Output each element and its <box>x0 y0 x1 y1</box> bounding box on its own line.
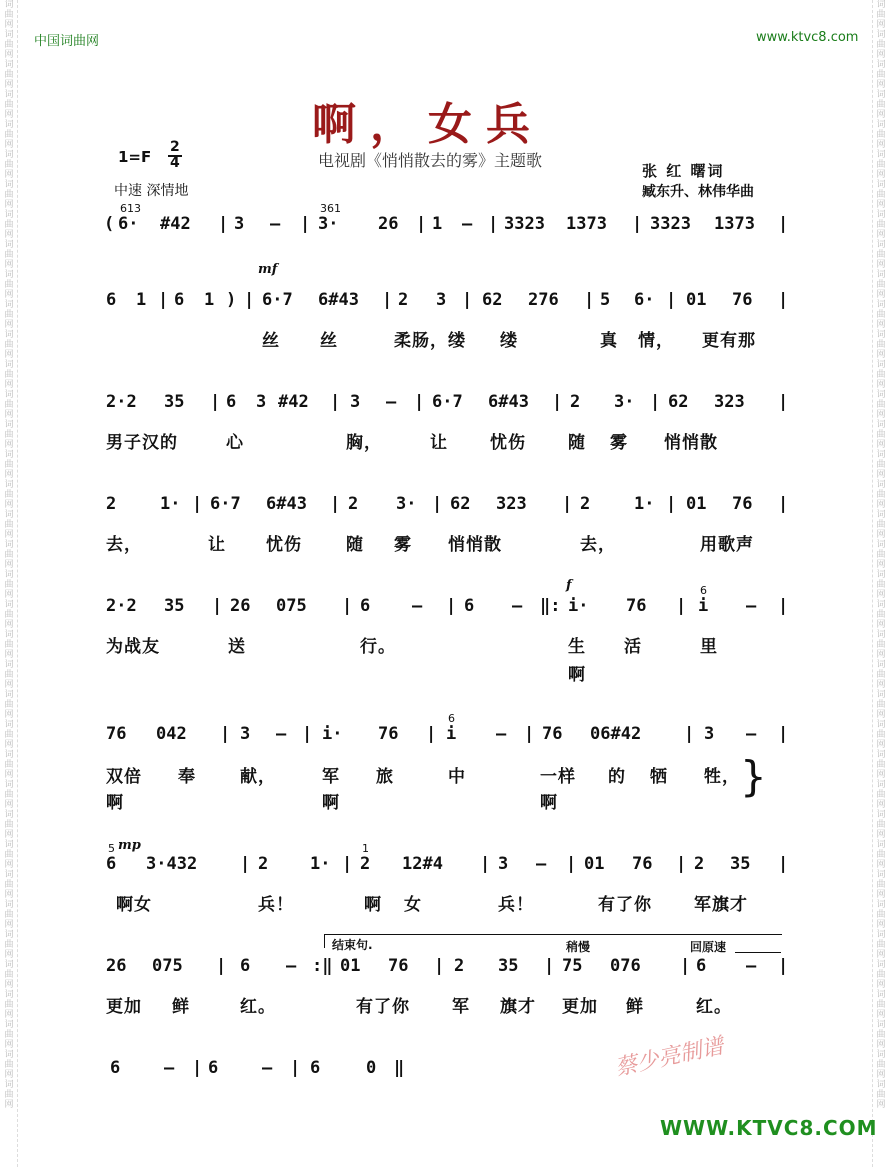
note-token: 26 <box>106 956 127 976</box>
note-token: | <box>330 494 341 514</box>
note-token: 3 <box>704 724 715 744</box>
lyric-word: 情， <box>638 331 674 351</box>
note-token: 6 <box>696 956 707 976</box>
note-token: 0 <box>366 1058 377 1078</box>
time-signature-numerator: 2 <box>170 139 180 155</box>
note-token: :‖ <box>312 956 333 976</box>
note-token: – <box>746 596 757 616</box>
note-token: – <box>536 854 547 874</box>
lyric-word: 牺 <box>650 767 668 787</box>
note-token: | <box>684 724 695 744</box>
note-token: 323 <box>496 494 527 514</box>
note-token: | <box>192 494 203 514</box>
note-token: | <box>300 214 311 234</box>
note-token: | <box>676 596 687 616</box>
site-url-right: www.ktvc8.com <box>756 30 859 45</box>
lyric-word: 有了你 <box>598 895 652 915</box>
lyric-word: 一样 <box>540 767 576 787</box>
note-token: | <box>290 1058 301 1078</box>
note-token: | <box>680 956 691 976</box>
note-token: | <box>244 290 255 310</box>
note-token: 276 <box>528 290 559 310</box>
lyric-word: 更加 <box>106 997 142 1017</box>
composer-credit: 臧东升、林伟华曲 <box>642 184 754 200</box>
note-token: | <box>562 494 573 514</box>
note-token: 042 <box>156 724 187 744</box>
lyric-word: 让 <box>430 433 448 453</box>
lyric-word: 去， <box>580 535 616 555</box>
note-token: | <box>240 854 251 874</box>
note-token: 2 <box>694 854 705 874</box>
note-token: 1 <box>136 290 147 310</box>
note-token: 2 <box>570 392 581 412</box>
note-token: | <box>414 392 425 412</box>
note-token: 3· <box>396 494 417 514</box>
note-token: | <box>212 596 223 616</box>
note-token: | <box>330 392 341 412</box>
lyric-word: 军旗才 <box>694 895 748 915</box>
grace-note: 5 <box>108 842 115 855</box>
lyric-word: 啊 <box>322 793 340 813</box>
note-token: 35 <box>164 596 185 616</box>
lyric-word: 啊 <box>106 793 124 813</box>
note-token: | <box>218 214 229 234</box>
note-token: 1 <box>432 214 443 234</box>
note-token: | <box>462 290 473 310</box>
note-token: 6·7 <box>210 494 241 514</box>
note-token: 6 <box>240 956 251 976</box>
lyric-word: 悄悄散 <box>664 433 718 453</box>
a-tempo-line <box>735 952 781 953</box>
ending-label: 结束句. <box>332 938 373 952</box>
note-token: 76 <box>542 724 563 744</box>
note-token: 2 <box>398 290 409 310</box>
lyric-word: 送 <box>228 637 246 657</box>
lyric-word: 丝 <box>320 331 338 351</box>
lyric-word: 缕 <box>500 331 518 351</box>
note-token: | <box>778 956 789 976</box>
note-token: 5 <box>600 290 611 310</box>
note-token: | <box>524 724 535 744</box>
note-token: 76 <box>732 494 753 514</box>
note-token: 1· <box>160 494 181 514</box>
note-token: 76 <box>632 854 653 874</box>
note-token: 2 <box>454 956 465 976</box>
time-signature-denominator: 4 <box>170 155 180 171</box>
note-token: i <box>698 596 709 616</box>
note-token: 75 <box>562 956 583 976</box>
note-token: | <box>666 290 677 310</box>
note-token: 3· <box>318 214 339 234</box>
lyric-word: 有了你 <box>356 997 410 1017</box>
note-token: – <box>412 596 423 616</box>
note-token: | <box>778 854 789 874</box>
note-token: 6 <box>106 290 117 310</box>
note-token: 3 <box>240 724 251 744</box>
lyric-word: 男子汉的 <box>106 433 178 453</box>
note-token: 3 <box>234 214 245 234</box>
note-token: 076 <box>610 956 641 976</box>
dynamic-mp: mp <box>118 838 141 853</box>
lyric-word: 真 <box>600 331 618 351</box>
lyric-word: 心 <box>226 433 244 453</box>
note-token: 1373 <box>566 214 607 234</box>
left-edge-watermark: 词曲网词曲网词曲网词曲网词曲网词曲网词曲网词曲网词曲网词曲网词曲网词曲网词曲网词曲网词曲网词曲网词曲网词曲网词曲网词曲网词曲网词曲网词曲网词曲网词曲网词曲网词曲网词曲网词曲网词曲网词曲网词曲网词曲网词曲网词曲网词曲网词曲网 <box>1 0 18 1167</box>
lyric-word: 女 <box>404 895 422 915</box>
note-token: 3 <box>256 392 267 412</box>
note-token: – <box>512 596 523 616</box>
lyric-word: 啊 <box>540 793 558 813</box>
note-token: | <box>158 290 169 310</box>
note-token: 62 <box>450 494 471 514</box>
lyric-word: 旗才 <box>500 997 536 1017</box>
lyric-word: 军 <box>322 767 340 787</box>
note-token: | <box>342 596 353 616</box>
slower-marking: 稍慢 <box>566 940 591 954</box>
note-token: 6· <box>634 290 655 310</box>
note-token: | <box>416 214 427 234</box>
song-title: 啊，女兵 <box>312 99 544 150</box>
note-token: 2 <box>106 494 117 514</box>
note-token: | <box>302 724 313 744</box>
note-token: 3323 <box>504 214 545 234</box>
note-token: 62 <box>668 392 689 412</box>
note-token: – <box>276 724 287 744</box>
note-token: – <box>496 724 507 744</box>
note-token: 6 <box>226 392 237 412</box>
lyric-word: 奉 <box>178 767 196 787</box>
lyric-word: 柔肠，缕 <box>394 331 466 351</box>
note-token: i· <box>568 596 589 616</box>
grace-note: 613 <box>120 202 141 215</box>
lyric-word: 啊 <box>568 665 586 685</box>
lyric-word: 随 <box>568 433 586 453</box>
ending-bracket-line <box>324 934 782 935</box>
right-edge-watermark: 词曲网词曲网词曲网词曲网词曲网词曲网词曲网词曲网词曲网词曲网词曲网词曲网词曲网词曲网词曲网词曲网词曲网词曲网词曲网词曲网词曲网词曲网词曲网词曲网词曲网词曲网词曲网词曲网词曲网词曲网词曲网词曲网词曲网词曲网词曲网词曲网词曲网 <box>872 0 889 1167</box>
note-token: 6#43 <box>318 290 359 310</box>
lyric-word: 红。 <box>696 997 732 1017</box>
arranger-watermark: 蔡少亮制谱 <box>613 1033 726 1082</box>
site-name-left: 中国词曲网 <box>34 34 100 49</box>
note-token: 6 <box>110 1058 121 1078</box>
note-token: 35 <box>498 956 519 976</box>
note-token: | <box>432 494 443 514</box>
lyric-word: 鲜 <box>172 997 190 1017</box>
note-token: 26 <box>230 596 251 616</box>
note-token: 01 <box>686 290 707 310</box>
lyric-word: 兵！ <box>498 895 534 915</box>
note-token: 2 <box>580 494 591 514</box>
note-token: i· <box>322 724 343 744</box>
key-signature: 1=F <box>118 148 152 166</box>
note-token: | <box>488 214 499 234</box>
note-token: 62 <box>482 290 503 310</box>
lyric-word: 随 <box>346 535 364 555</box>
note-token: 6 <box>106 854 117 874</box>
note-token: – <box>386 392 397 412</box>
note-token: ) <box>226 290 237 310</box>
note-token: | <box>650 392 661 412</box>
note-token: 6· <box>118 214 139 234</box>
note-token: 76 <box>732 290 753 310</box>
note-token: | <box>210 392 221 412</box>
note-token: 01 <box>584 854 605 874</box>
lyric-word: 为战友 <box>106 637 160 657</box>
note-token: | <box>584 290 595 310</box>
note-token: 3323 <box>650 214 691 234</box>
lyric-word: 里 <box>700 637 718 657</box>
lyric-word: 让 <box>208 535 226 555</box>
note-token: | <box>552 392 563 412</box>
note-token: 1· <box>634 494 655 514</box>
note-token: 2·2 <box>106 392 137 412</box>
note-token: 76 <box>106 724 127 744</box>
lyric-word: 行。 <box>360 637 396 657</box>
note-token: 1· <box>310 854 331 874</box>
note-token: #42 <box>278 392 309 412</box>
lyric-word: 双倍 <box>106 767 142 787</box>
note-token: ‖ <box>394 1058 405 1078</box>
note-token: 6 <box>174 290 185 310</box>
note-token: | <box>216 956 227 976</box>
note-token: 6#43 <box>488 392 529 412</box>
lyric-word: 鲜 <box>626 997 644 1017</box>
note-token: 6 <box>310 1058 321 1078</box>
lyric-word: 悄悄散 <box>448 535 502 555</box>
grace-note: 6 <box>700 584 707 597</box>
grace-note: 361 <box>320 202 341 215</box>
note-token: | <box>778 494 789 514</box>
note-token: 3 <box>436 290 447 310</box>
a-tempo-marking: 回原速 <box>690 940 727 954</box>
note-token: 6 <box>464 596 475 616</box>
lyric-word: 的 <box>608 767 626 787</box>
note-token: 6·7 <box>432 392 463 412</box>
lyric-word: 兵！ <box>258 895 294 915</box>
note-token: – <box>164 1058 175 1078</box>
grace-note: 1 <box>362 842 369 855</box>
lyric-word: 中 <box>448 767 466 787</box>
note-token: 6#43 <box>266 494 307 514</box>
note-token: | <box>778 392 789 412</box>
note-token: 01 <box>340 956 361 976</box>
note-token: | <box>426 724 437 744</box>
lyric-word: 生 <box>568 637 586 657</box>
note-token: 76 <box>626 596 647 616</box>
song-subtitle: 电视剧《悄悄散去的雾》主题歌 <box>318 151 543 170</box>
lyric-word: 胸， <box>346 433 382 453</box>
note-token: | <box>192 1058 203 1078</box>
note-token: | <box>434 956 445 976</box>
note-token: | <box>778 290 789 310</box>
note-token: | <box>544 956 555 976</box>
note-token: #42 <box>160 214 191 234</box>
note-token: 6 <box>208 1058 219 1078</box>
note-token: ‖: <box>540 596 561 616</box>
note-token: 1 <box>204 290 215 310</box>
note-token: | <box>666 494 677 514</box>
lyric-word: 旅 <box>376 767 394 787</box>
note-token: – <box>462 214 473 234</box>
lyric-word: 更有那 <box>702 331 756 351</box>
note-token: | <box>220 724 231 744</box>
note-token: | <box>382 290 393 310</box>
dynamic-mf: mf <box>258 262 278 277</box>
note-token: 323 <box>714 392 745 412</box>
note-token: 3· <box>614 392 635 412</box>
note-token: | <box>480 854 491 874</box>
note-token: 76 <box>388 956 409 976</box>
note-token: – <box>746 956 757 976</box>
tempo-marking: 中速 深情地 <box>114 183 189 199</box>
note-token: | <box>566 854 577 874</box>
dynamic-f: f <box>566 578 572 593</box>
lyric-word: 雾 <box>610 433 628 453</box>
note-token: | <box>778 724 789 744</box>
note-token: 6·7 <box>262 290 293 310</box>
lyric-word: 去， <box>106 535 142 555</box>
footer-site-url: WWW.KTVC8.COM <box>660 1116 878 1140</box>
lyric-word: 啊女 <box>116 895 152 915</box>
lyric-word: 军 <box>452 997 470 1017</box>
lyric-word: 用歌声 <box>700 535 754 555</box>
grace-note: 6 <box>448 712 455 725</box>
ending-bracket-tick <box>324 934 325 948</box>
note-token: | <box>676 854 687 874</box>
lyric-word: 忧伤 <box>266 535 302 555</box>
note-token: – <box>746 724 757 744</box>
note-token: 075 <box>152 956 183 976</box>
note-token: 3 <box>350 392 361 412</box>
lyric-word: 丝 <box>262 331 280 351</box>
note-token: | <box>446 596 457 616</box>
note-token: 3·432 <box>146 854 198 874</box>
note-token: 35 <box>730 854 751 874</box>
lyricist-credit: 张 红 曙词 <box>642 162 725 180</box>
note-token: 1373 <box>714 214 755 234</box>
lyric-word: 更加 <box>562 997 598 1017</box>
lyric-word: 啊 <box>364 895 382 915</box>
note-token: 12#4 <box>402 854 443 874</box>
note-token: 2 <box>360 854 371 874</box>
lyric-word: 雾 <box>394 535 412 555</box>
note-token: 2 <box>348 494 359 514</box>
note-token: 3 <box>498 854 509 874</box>
note-token: 075 <box>276 596 307 616</box>
note-token: | <box>778 596 789 616</box>
lyric-word: 献， <box>240 767 276 787</box>
note-token: – <box>286 956 297 976</box>
note-token: 06#42 <box>590 724 642 744</box>
lyric-word: 牲， <box>704 767 740 787</box>
note-token: – <box>262 1058 273 1078</box>
lyric-word: 红。 <box>240 997 276 1017</box>
note-token: 2 <box>258 854 269 874</box>
note-token: | <box>342 854 353 874</box>
note-token: | <box>778 214 789 234</box>
note-token: 76 <box>378 724 399 744</box>
note-token: 6 <box>360 596 371 616</box>
note-token: ( <box>104 214 115 234</box>
note-token: 35 <box>164 392 185 412</box>
note-token: – <box>270 214 281 234</box>
note-token: 01 <box>686 494 707 514</box>
lyric-word: 活 <box>624 637 642 657</box>
note-token: | <box>632 214 643 234</box>
verse-brace: } <box>740 752 767 801</box>
note-token: 26 <box>378 214 399 234</box>
note-token: 2·2 <box>106 596 137 616</box>
note-token: i <box>446 724 457 744</box>
lyric-word: 忧伤 <box>490 433 526 453</box>
